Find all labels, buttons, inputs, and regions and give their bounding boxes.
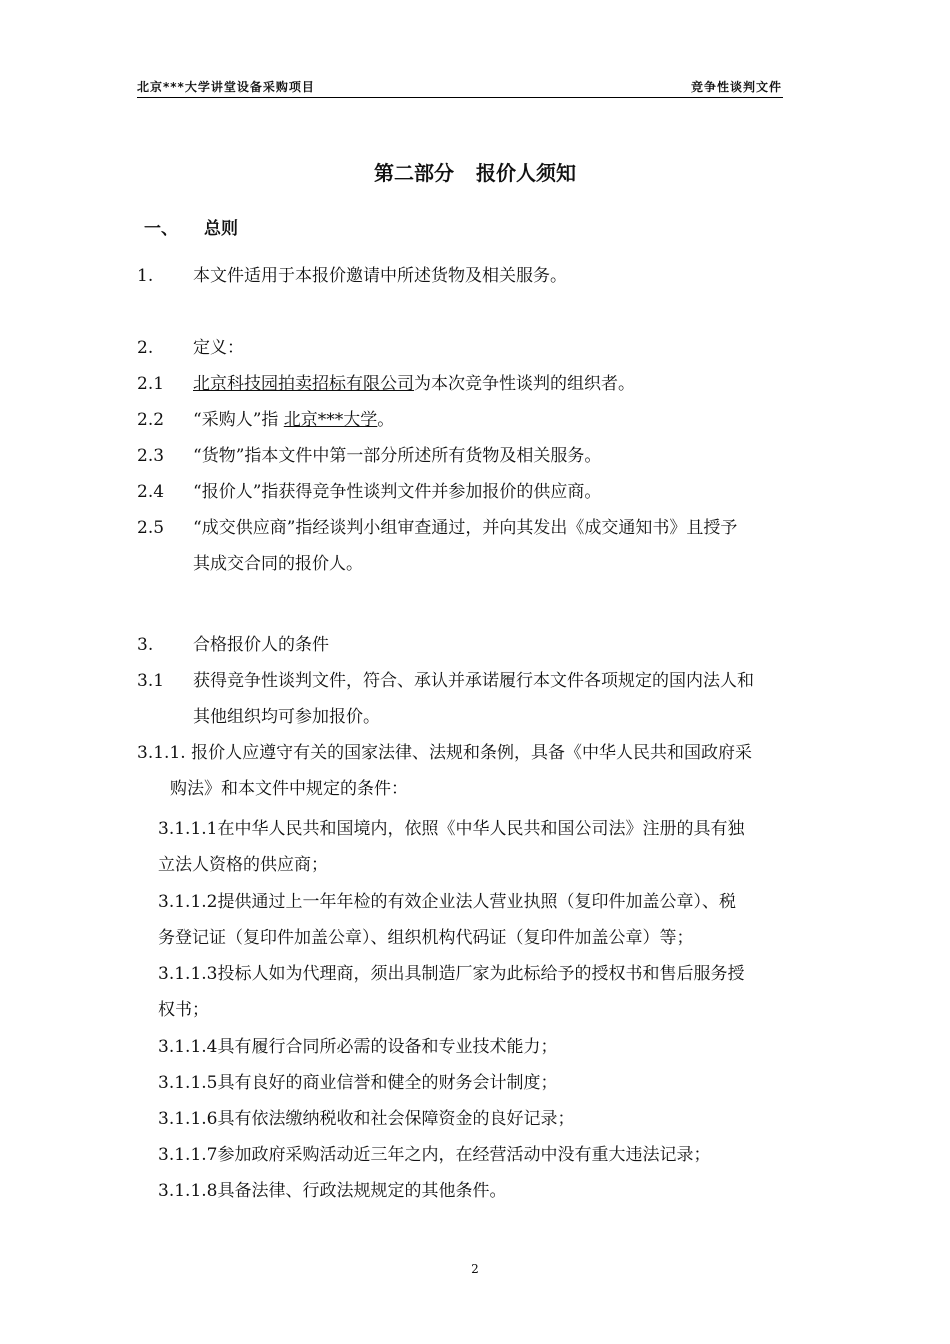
sub-item-6: 3.1.1.6具有依法缴纳税收和社会保障资金的良好记录； <box>158 1109 575 1129</box>
title-part: 第二部分 <box>374 161 454 185</box>
page-number: 2 <box>471 1262 479 1276</box>
sub-item-4: 3.1.1.4具有履行合同所必需的设备和专业技术能力； <box>158 1037 558 1057</box>
item-number: 2.5 <box>137 518 165 538</box>
item-text-line1: “成交供应商”指经谈判小组审查通过，并向其发出《成交通知书》且授予 <box>193 518 738 538</box>
header-document-type: 竞争性谈判文件 <box>690 80 782 94</box>
sub-item-3: 3.1.1.3投标人如为代理商，须出具制造厂家为此标给予的授权书和售后服务授 <box>158 964 745 984</box>
sub-item-1: 3.1.1.1在中华人民共和国境内，依照《中华人民共和国公司法》注册的具有独 <box>158 819 745 839</box>
item-3-1-1-cont: 购法》和本文件中规定的条件： <box>170 779 408 799</box>
page-title <box>0 157 950 186</box>
sub-item-3-cont: 权书； <box>158 1000 209 1020</box>
item-number: 2.4 <box>137 482 165 502</box>
sub-item-7: 3.1.1.7参加政府采购活动近三年之内，在经营活动中没有重大违法记录； <box>158 1145 711 1165</box>
item-text-pre: “采购人”指 <box>193 410 279 430</box>
item-text: 本文件适用于本报价邀请中所述货物及相关服务。 <box>193 266 567 286</box>
item-3-1-1: 3.1.1. 报价人应遵守有关的国家法律、法规和条例，具备《中华人民共和国政府采 <box>137 743 753 763</box>
item-text-post: 。 <box>377 410 395 430</box>
item-text: “报价人”指获得竞争性谈判文件并参加报价的供应商。 <box>193 482 602 502</box>
item-number: 2. <box>137 338 154 358</box>
item-text-rest: 为本次竞争性谈判的组织者。 <box>414 374 635 394</box>
item-number: 2.2 <box>137 410 165 430</box>
item-number: 2.1 <box>137 374 165 394</box>
item-text <box>193 409 394 431</box>
item-text <box>193 373 635 395</box>
item-text: 定义： <box>193 338 244 358</box>
sub-item-5: 3.1.1.5具有良好的商业信誉和健全的财务会计制度； <box>158 1073 558 1093</box>
item-text-line2: 其他组织均可参加报价。 <box>193 707 380 727</box>
sub-item-2-cont: 务登记证（复印件加盖公章）、组织机构代码证（复印件加盖公章）等； <box>158 928 694 948</box>
item-text-line2: 其成交合同的报价人。 <box>193 554 363 574</box>
sub-item-1-cont: 立法人资格的供应商； <box>158 855 328 875</box>
purchaser-link[interactable]: 北京***大学 <box>283 410 378 430</box>
organizer-link[interactable]: 北京科技园拍卖招标有限公司 <box>193 374 414 394</box>
sub-item-8: 3.1.1.8具备法律、行政法规规定的其他条件。 <box>158 1181 507 1201</box>
item-number: 1. <box>137 266 154 286</box>
item-text: “货物”指本文件中第一部分所述所有货物及相关服务。 <box>193 446 602 466</box>
item-text: 合格报价人的条件 <box>193 635 329 655</box>
header-rule <box>137 97 783 98</box>
sub-item-2: 3.1.1.2提供通过上一年年检的有效企业法人营业执照（复印件加盖公章）、税 <box>158 892 736 912</box>
header-project-name: 北京***大学讲堂设备采购项目 <box>137 80 315 94</box>
item-number: 3. <box>137 635 154 655</box>
section-heading: 总则 <box>204 219 238 239</box>
item-text-line1: 获得竞争性谈判文件，符合、承认并承诺履行本文件各项规定的国内法人和 <box>193 671 754 691</box>
item-number: 3.1 <box>137 671 165 691</box>
title-name: 报价人须知 <box>476 161 576 185</box>
item-number: 2.3 <box>137 446 165 466</box>
section-number: 一、 <box>144 219 178 239</box>
